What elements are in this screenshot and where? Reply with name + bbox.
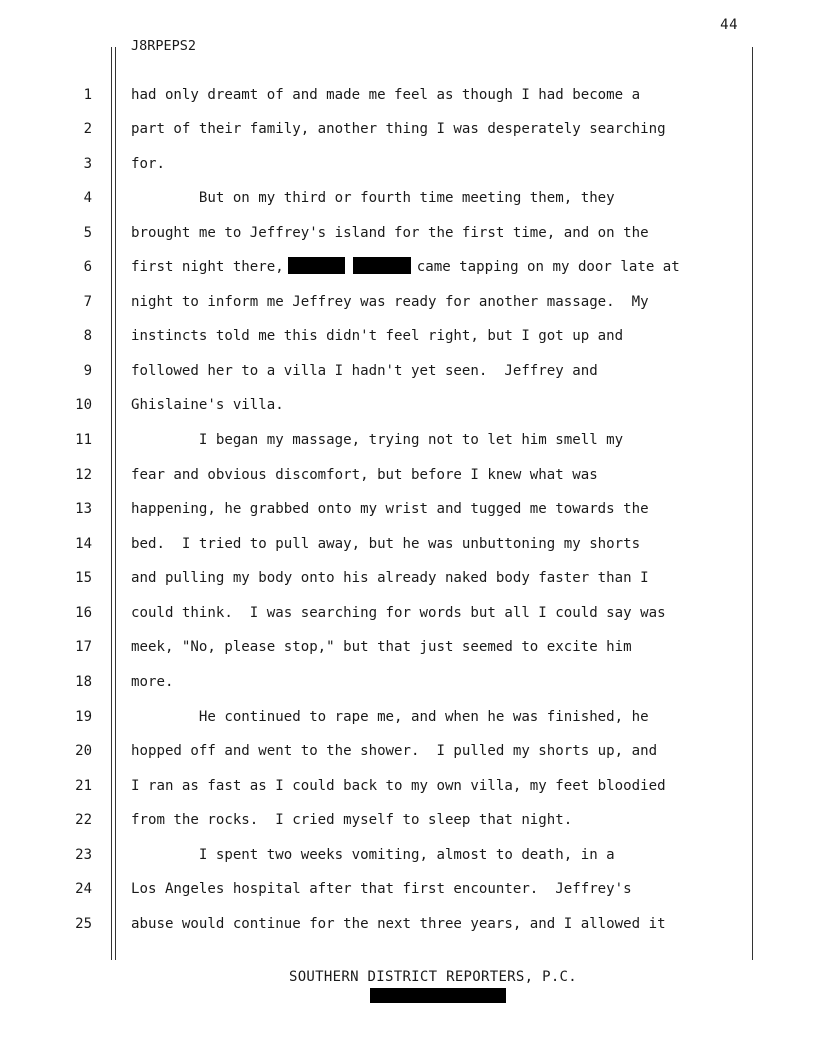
transcript-line: Ghislaine's villa.: [131, 397, 284, 413]
transcript-line: followed her to a villa I hadn't yet seen. Jeffrey and: [131, 363, 598, 379]
transcript-line: for.: [131, 156, 165, 172]
line-number: 2: [83, 121, 92, 137]
footer-redaction-bar: [370, 988, 506, 1003]
transcript-line: hopped off and went to the shower. I pulled my shorts up, and: [131, 743, 658, 759]
line-number: 25: [75, 916, 92, 932]
transcript-line-redacted: [131, 257, 680, 277]
redaction-bar: [353, 257, 411, 274]
line-number: 21: [75, 778, 92, 794]
redaction-bar: [288, 257, 345, 274]
line-text-before-redaction: first night there,: [131, 259, 284, 275]
transcript-line: Los Angeles hospital after that first encounter. Jeffrey's: [131, 881, 632, 897]
transcript-line: But on my third or fourth time meeting them, they: [131, 190, 615, 206]
line-number: 7: [83, 294, 92, 310]
line-number: 19: [75, 709, 92, 725]
transcript-line: I spent two weeks vomiting, almost to death, in a: [131, 847, 615, 863]
transcript-line: instincts told me this didn't feel right, but I got up and: [131, 328, 624, 344]
transcript-line: brought me to Jeffrey's island for the first time, and on the: [131, 225, 649, 241]
transcript-line: bed. I tried to pull away, but he was unbuttoning my shorts: [131, 536, 641, 552]
transcript-line: I ran as fast as I could back to my own villa, my feet bloodied: [131, 778, 666, 794]
transcript-line: more.: [131, 674, 174, 690]
line-number: 24: [75, 881, 92, 897]
transcript-line: fear and obvious discomfort, but before I knew what was: [131, 467, 598, 483]
right-margin-rule: [752, 47, 753, 960]
line-number: 22: [75, 812, 92, 828]
transcript-line: He continued to rape me, and when he was finished, he: [131, 709, 649, 725]
line-number: 1: [83, 87, 92, 103]
line-number: 14: [75, 536, 92, 552]
line-number: 3: [83, 156, 92, 172]
case-id: J8RPEPS2: [131, 38, 197, 54]
transcript-line: abuse would continue for the next three years, and I allowed it: [131, 916, 666, 932]
transcript-line: from the rocks. I cried myself to sleep that night.: [131, 812, 573, 828]
line-number: 5: [83, 225, 92, 241]
left-margin-rule-inner: [115, 47, 116, 960]
line-number: 9: [83, 363, 92, 379]
transcript-line: and pulling my body onto his already naked body faster than I: [131, 570, 649, 586]
left-margin-rule: [111, 47, 112, 960]
transcript-line: I began my massage, trying not to let him smell my: [131, 432, 624, 448]
line-number: 8: [83, 328, 92, 344]
line-number: 4: [83, 190, 92, 206]
line-number: 13: [75, 501, 92, 517]
transcript-line: happening, he grabbed onto my wrist and tugged me towards the: [131, 501, 649, 517]
line-number: 16: [75, 605, 92, 621]
line-number: 6: [83, 259, 92, 275]
transcript-line: part of their family, another thing I was desperately searching: [131, 121, 666, 137]
line-number: 18: [75, 674, 92, 690]
transcript-line: could think. I was searching for words but all I could say was: [131, 605, 666, 621]
line-number: 15: [75, 570, 92, 586]
transcript-line: meek, "No, please stop," but that just seemed to excite him: [131, 639, 632, 655]
line-number: 11: [75, 432, 92, 448]
line-text-after-redaction: came tapping on my door late at: [416, 259, 680, 275]
line-number: 17: [75, 639, 92, 655]
line-number: 20: [75, 743, 92, 759]
transcript-line: had only dreamt of and made me feel as though I had become a: [131, 87, 641, 103]
line-number: 10: [75, 397, 92, 413]
line-number: 23: [75, 847, 92, 863]
line-number: 12: [75, 467, 92, 483]
page-number: 44: [720, 17, 738, 33]
reporter-footer: SOUTHERN DISTRICT REPORTERS, P.C.: [288, 969, 578, 985]
transcript-line: night to inform me Jeffrey was ready for another massage. My: [131, 294, 649, 310]
